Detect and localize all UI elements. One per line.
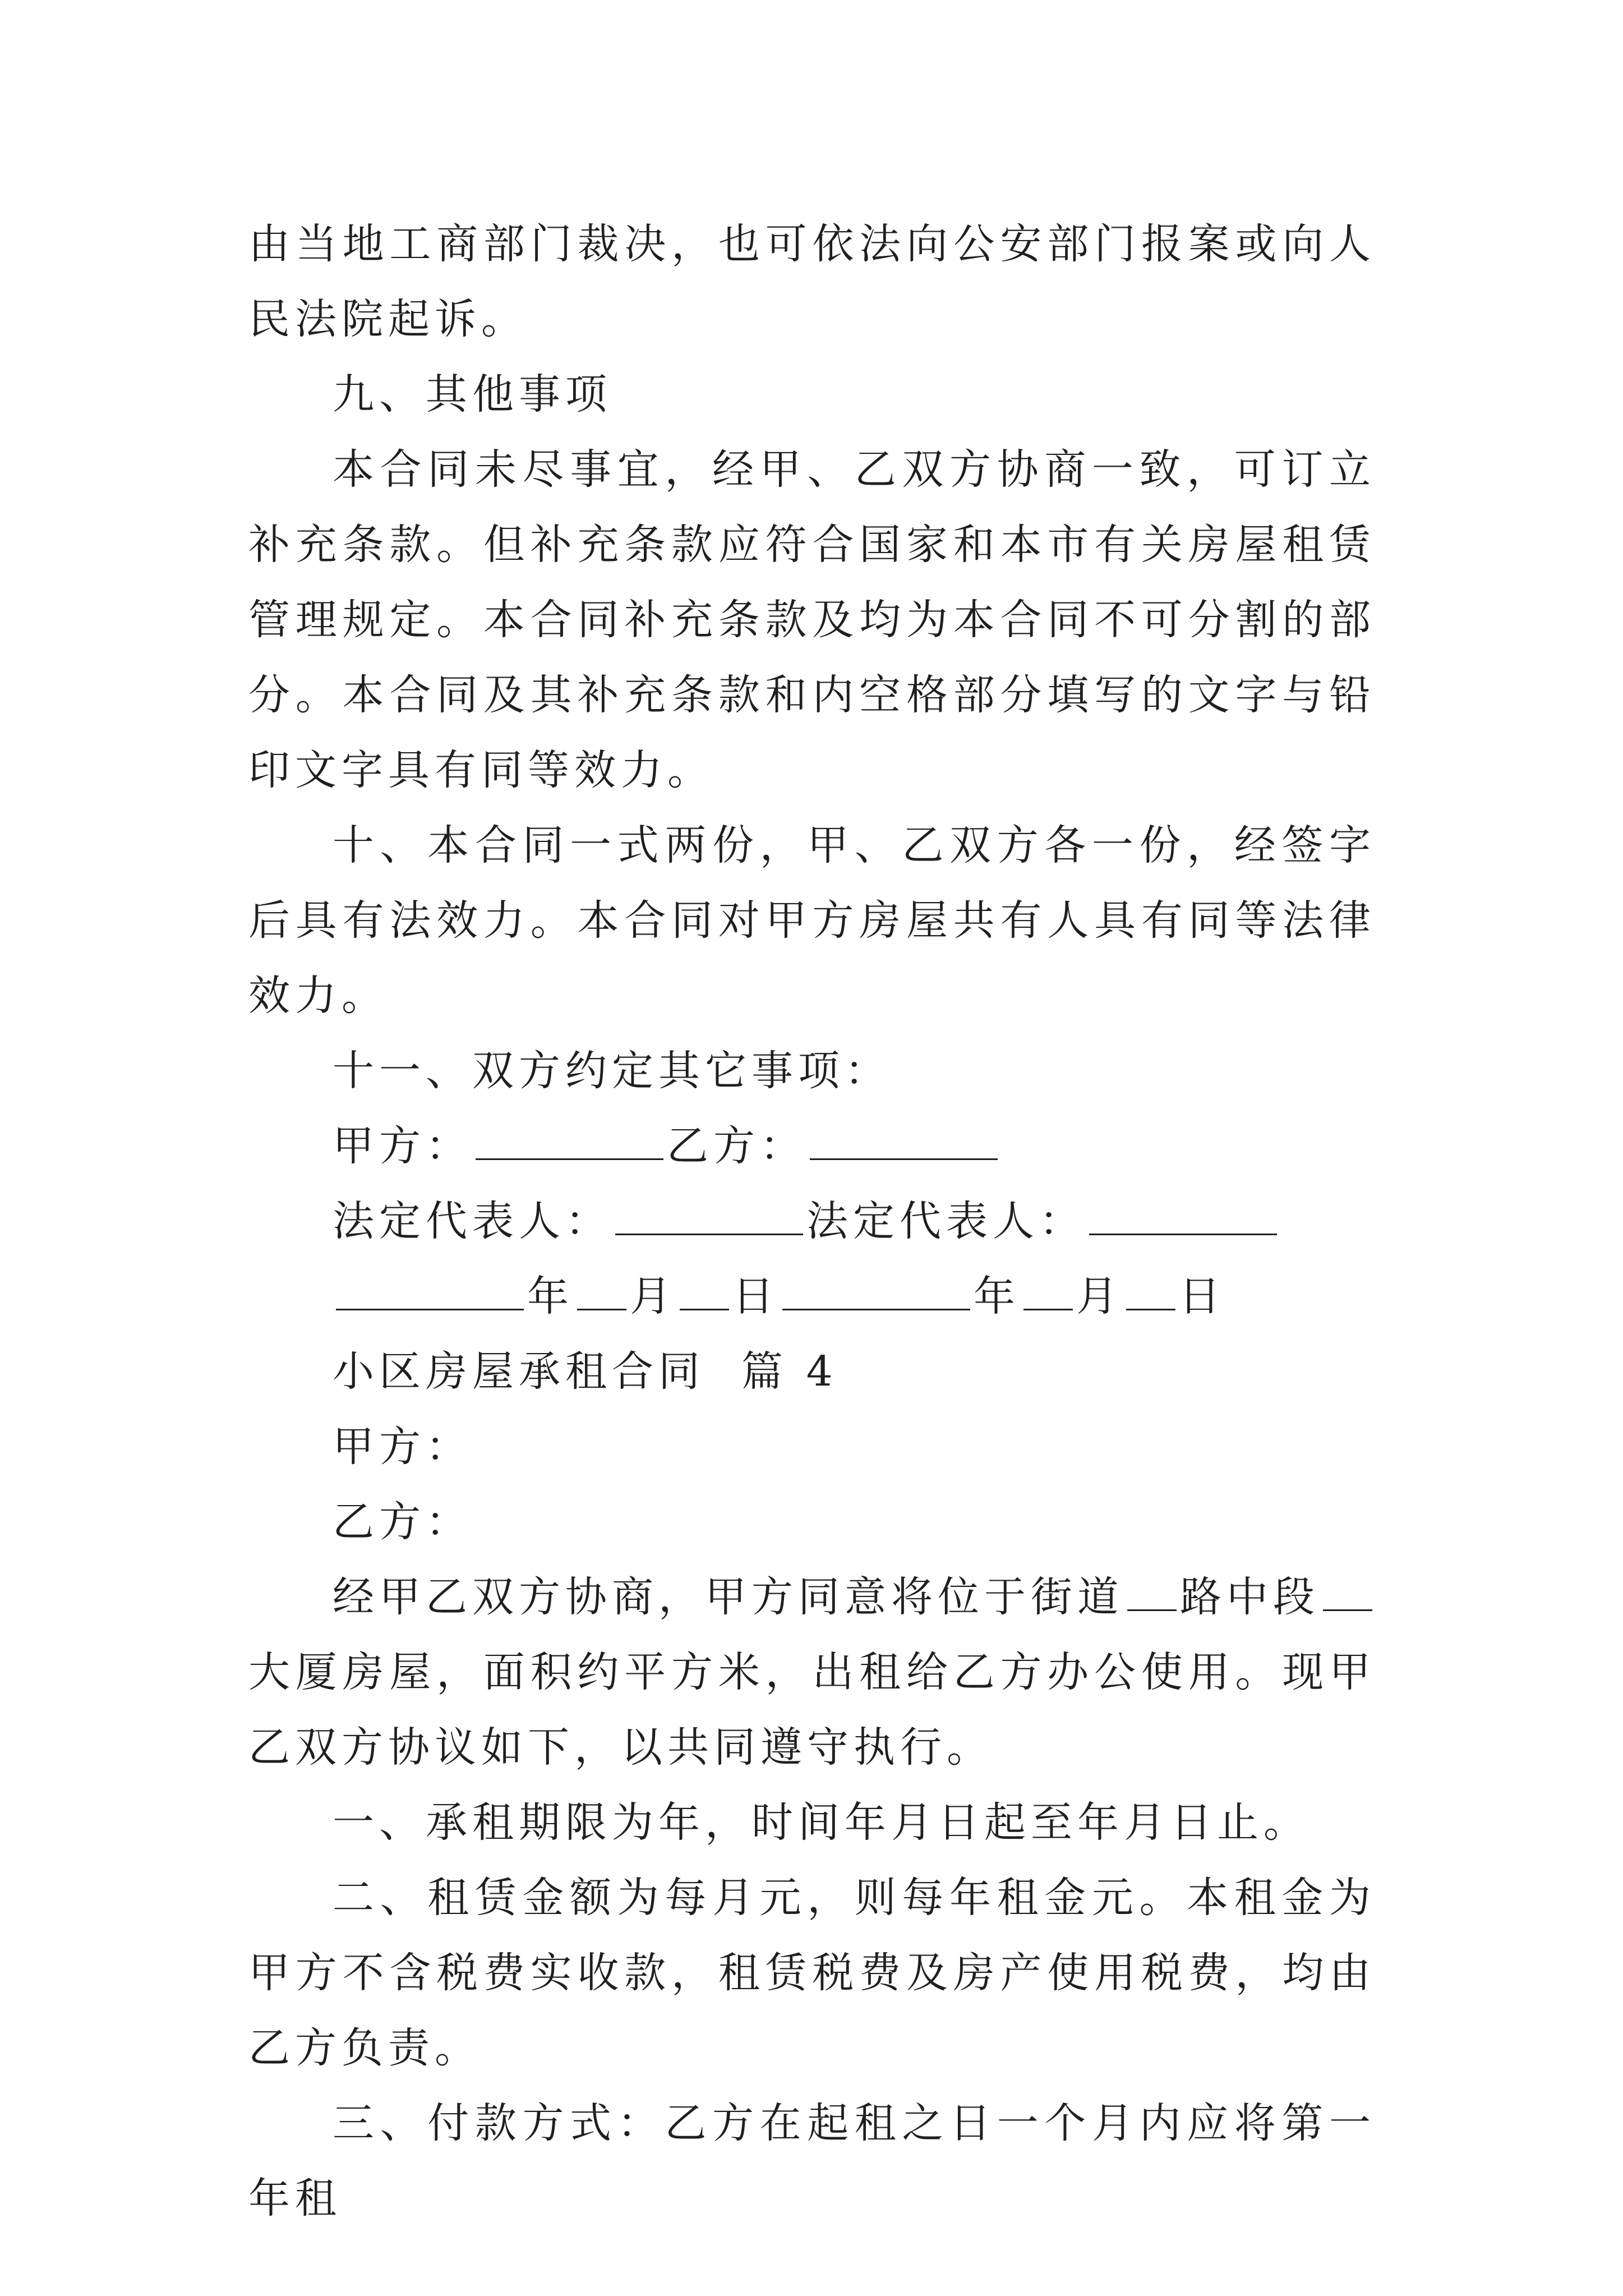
street-blank <box>1127 1568 1177 1611</box>
section-9-title: 九、其他事项 <box>333 370 612 418</box>
paragraph-top: 由当地工商部门裁决，也可依法向公安部门报案或向人民法院起诉。 <box>248 220 1376 343</box>
party-a-sign-label: 甲方： <box>333 1122 472 1170</box>
date-a-month-label: 月 <box>630 1272 676 1320</box>
rep-a-label: 法定代表人： <box>333 1197 612 1245</box>
signature-party-line <box>248 1108 1376 1184</box>
date-a-day-label: 日 <box>732 1272 779 1320</box>
date-a-year-label: 年 <box>527 1272 574 1320</box>
date-b-month-blank <box>1023 1267 1073 1310</box>
date-b-day-label: 日 <box>1179 1272 1225 1320</box>
building-blank <box>1323 1568 1372 1611</box>
party-a-label: 甲方： <box>333 1423 472 1471</box>
date-b-day-blank <box>1126 1267 1175 1310</box>
rep-a-blank <box>615 1192 803 1235</box>
date-b-year-label: 年 <box>974 1272 1020 1320</box>
document-body <box>248 206 1376 2236</box>
intro-text-c: 大厦房屋，面积约平方米，出租给乙方办公使用。现甲乙双方协议如下，以共同遵守执行。 <box>248 1648 1376 1772</box>
section-11: 十一、双方约定其它事项： <box>333 1047 891 1095</box>
party-b-label: 乙方： <box>333 1498 472 1546</box>
date-b-year-blank <box>782 1267 970 1310</box>
item-1: 一、承租期限为年，时间年月日起至年月日止。 <box>333 1798 1310 1847</box>
rep-b-label: 法定代表人： <box>806 1197 1086 1245</box>
item-2: 二、租赁金额为每月元，则每年租金元。本租金为甲方不含税费实收款，租赁税费及房产使用税费，均由乙方负责。 <box>248 1874 1376 2072</box>
party-b-sign-label: 乙方： <box>667 1122 806 1170</box>
date-a-month-blank <box>577 1267 626 1310</box>
date-a-year-blank <box>336 1267 524 1310</box>
party-a-sign-blank <box>476 1117 663 1160</box>
intro-text-b: 路中段 <box>1180 1573 1320 1621</box>
intro-text-a: 经甲乙双方协商，甲方同意将位于街道 <box>333 1573 1124 1621</box>
signature-date-line <box>248 1259 1376 1334</box>
section-10: 十、本合同一式两份，甲、乙双方各一份，经签字后具有法效力。本合同对甲方房屋共有人具有同等法律效力。 <box>248 821 1376 1020</box>
item-3: 三、付款方式：乙方在起租之日一个月内应将第一年租 <box>248 2099 1376 2223</box>
party-b-sign-blank <box>810 1117 998 1160</box>
date-a-day-blank <box>680 1267 729 1310</box>
rep-b-blank <box>1089 1192 1277 1235</box>
signature-rep-line <box>248 1184 1376 1259</box>
contract-4-heading: 小区房屋承租合同 篇 4 <box>333 1347 838 1396</box>
section-9-body: 本合同未尽事宜，经甲、乙双方协商一致，可订立补充条款。但补充条款应符合国家和本市有关房屋租赁管理规定。本合同补充条款及均为本合同不可分割的部分。本合同及其补充条款和内空格部分填写的文字与铅印文字具有同等效力。 <box>248 445 1376 794</box>
date-b-month-label: 月 <box>1076 1272 1123 1320</box>
intro-paragraph <box>248 1559 1376 1785</box>
